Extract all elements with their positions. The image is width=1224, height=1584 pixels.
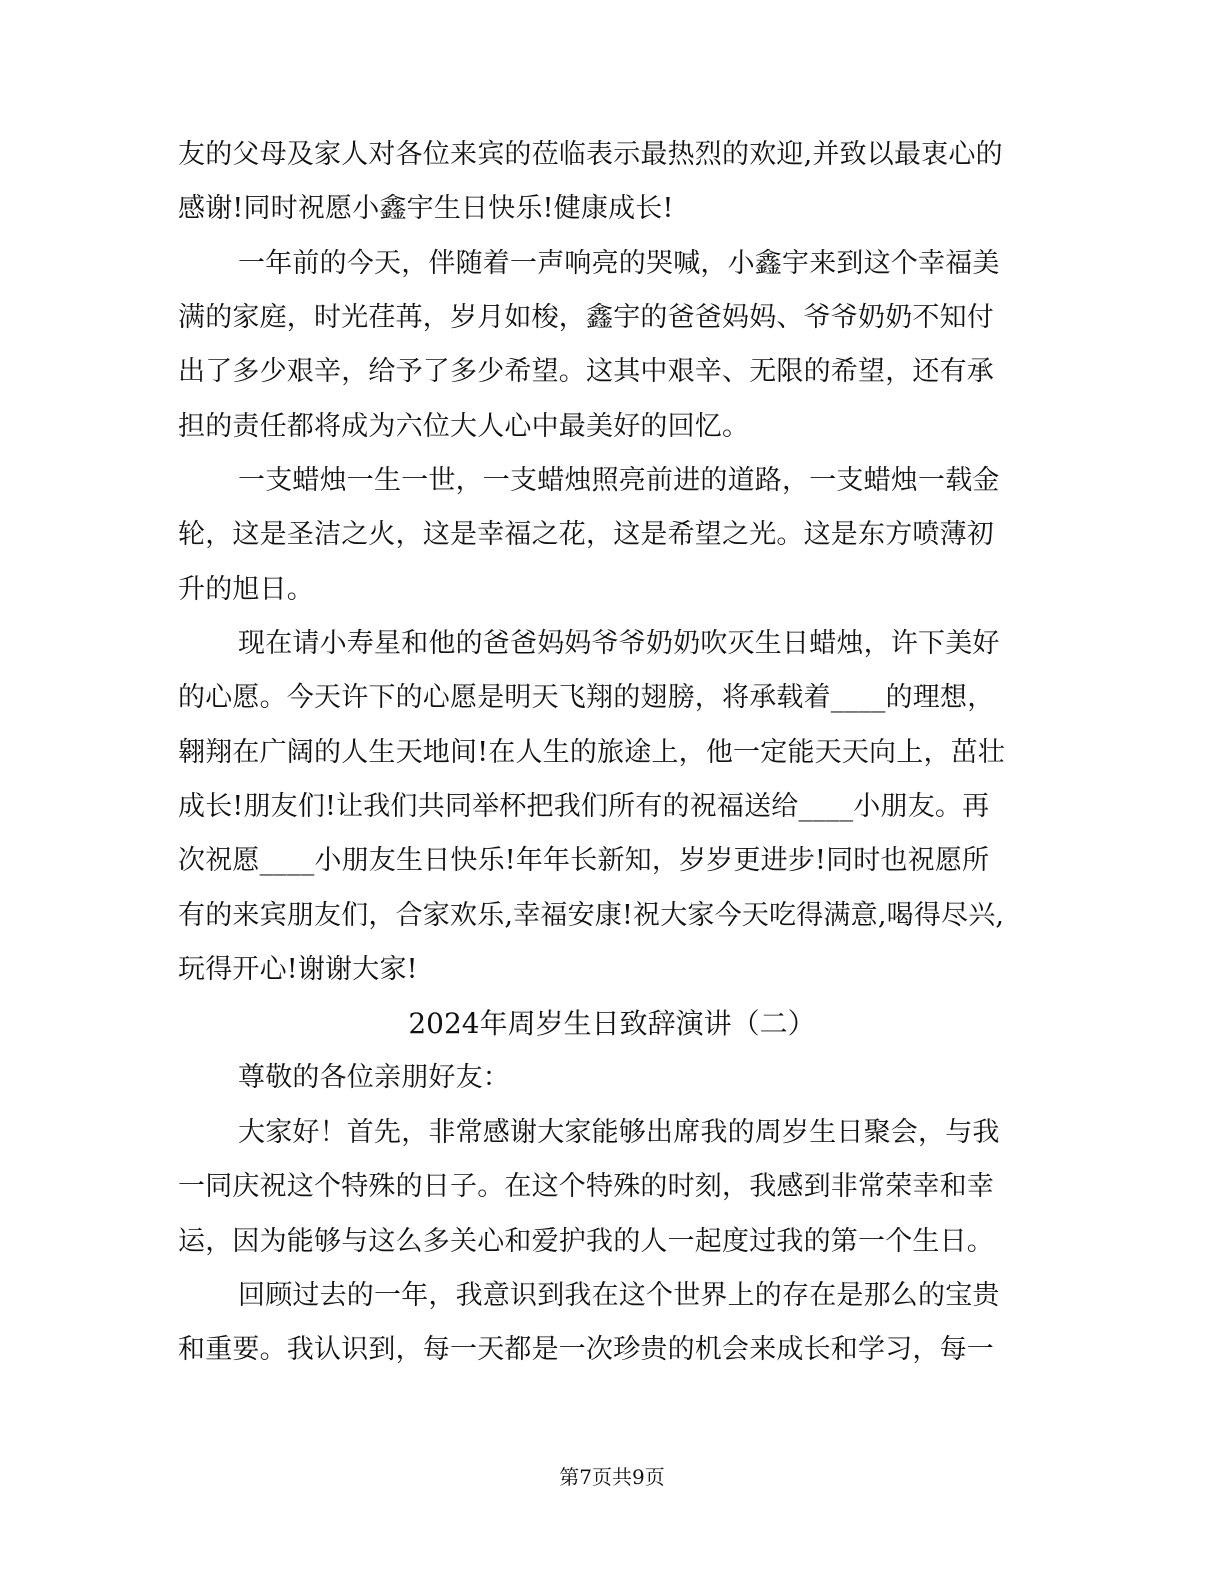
salutation: 尊敬的各位亲朋好友： — [238, 1062, 510, 1093]
body-line: 翱翔在广阔的人生天地间!在人生的旅途上，他一定能天天向上，茁壮 — [178, 737, 1006, 768]
section-title: 2024年周岁生日致辞演讲（二） — [408, 1007, 816, 1040]
body-line: 感谢!同时祝愿小鑫宇生日快乐!健康成长! — [178, 193, 674, 224]
body-line: 满的家庭，时光荏苒，岁月如梭，鑫宇的爸爸妈妈、爷爷奶奶不知付 — [178, 302, 994, 333]
paragraph-first-line: 大家好！首先，非常感谢大家能够出席我的周岁生日聚会，与我 — [238, 1117, 1000, 1148]
paragraph-first-line: 现在请小寿星和他的爸爸妈妈爷爷奶奶吹灭生日蜡烛，许下美好 — [238, 628, 1000, 659]
body-line: 成长!朋友们!让我们共同举杯把我们所有的祝福送给____小朋友。再 — [178, 791, 990, 822]
paragraph-first-line: 回顾过去的一年，我意识到我在这个世界上的存在是那么的宝贵 — [238, 1280, 1000, 1311]
body-line: 一同庆祝这个特殊的日子。在这个特殊的时刻，我感到非常荣幸和幸 — [178, 1171, 994, 1202]
body-line: 运，因为能够与这么多关心和爱护我的人一起度过我的第一个生日。 — [178, 1226, 994, 1257]
body-line: 友的父母及家人对各位来宾的莅临表示最热烈的欢迎,并致以最衷心的 — [178, 139, 1003, 170]
body-line: 的心愿。今天许下的心愿是明天飞翔的翅膀，将承载着____的理想， — [178, 682, 995, 713]
body-line: 轮，这是圣洁之火，这是幸福之花，这是希望之光。这是东方喷薄初 — [178, 519, 994, 550]
body-line: 玩得开心!谢谢大家! — [178, 954, 418, 985]
paragraph-first-line: 一支蜡烛一生一世，一支蜡烛照亮前进的道路，一支蜡烛一载金 — [238, 465, 1000, 496]
body-line: 升的旭日。 — [178, 574, 314, 605]
body-line: 次祝愿____小朋友生日快乐!年年长新知，岁岁更进步!同时也祝愿所 — [178, 845, 990, 876]
paragraph-first-line: 一年前的今天，伴随着一声响亮的哭喊，小鑫宇来到这个幸福美 — [238, 248, 1000, 279]
body-line: 出了多少艰辛，给予了多少希望。这其中艰辛、无限的希望，还有承 — [178, 356, 994, 387]
body-line: 和重要。我认识到，每一天都是一次珍贵的机会来成长和学习，每一 — [178, 1334, 994, 1365]
body-line: 有的来宾朋友们，合家欢乐,幸福安康!祝大家今天吃得满意,喝得尽兴, — [178, 900, 1005, 931]
page-number-footer: 第7页共9页 — [559, 1465, 665, 1489]
body-line: 担的责任都将成为六位大人心中最美好的回忆。 — [178, 411, 750, 442]
